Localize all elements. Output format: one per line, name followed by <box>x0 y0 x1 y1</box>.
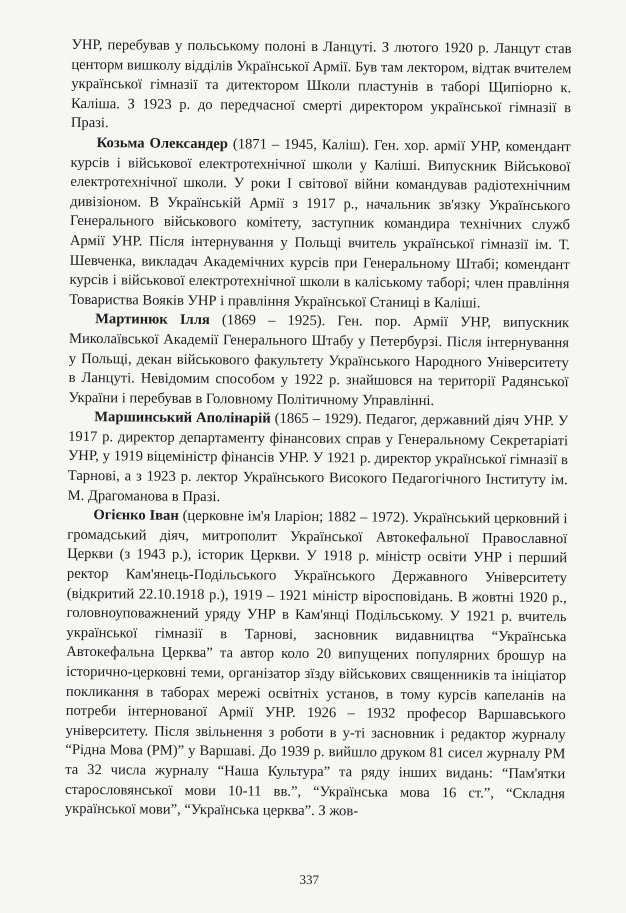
entry-name: Козьма Олександер <box>96 135 228 153</box>
page-number: 337 <box>299 871 320 888</box>
body-text <box>65 36 572 824</box>
entry-name: Мартинюк Ілля <box>95 311 210 329</box>
paragraph-text: УНР, перебував у польському полоні в Ланцуті. З лютого 1920 р. Ланцут став центорм вишколу відділів Української Армії. Був там лектором, відтак вчителем української гімназії та дитектором Школи пластунів в таборі Щипіорно к. Каліша. З 1923 р. до передчасної смерті директором української гімназії в Празі. <box>70 36 572 132</box>
entry-name: Огієнко Іван <box>93 507 179 525</box>
entry-text: (1865 – 1929). Педагог, державний діяч УНР. У 1917 р. директор департаменту фінансових справ у Генеральному Секретаріаті УНР, у 1919 віцеміністр фінансів УНР. У 1921 р. директор української гімназії в Тарнові, а з 1923 р. лектор Українського Високого Педагогічного Інституту ім. М. Драгоманова в Празі. <box>67 410 569 505</box>
entry-kozma <box>69 134 571 315</box>
entry-name: Маршинський Аполінарій <box>94 409 271 427</box>
entry-text: (1869 – 1925). Ген. пор. Армії УНР, випускник Миколаївської Академії Генерального Штабу у Петербурзі. Після інтернування у Польщі, декан військового факультету Українського Народного Університету в Ланцуті. Невідомим способом у 1922 р. знайшовся на території Радянської України і перебував в Головному Політичному Управлінні. <box>68 312 570 409</box>
entry-text: (1871 – 1945, Каліш). Ген. хор. армії УНР, комендант курсів і військової електротехнічної школи у Каліші. Випускник Військової електротехнічної школи. У роки І світової війни командував радіотехнічним дивізіоном. В Українській Армії з 1917 р., начальник зв'язку Українського Генерального військового комітету, заступник командира технічних служб Армії УНР. Після інтернування у Польщі вчитель української гімназії ім. Т. Шевченка, викладач Академічних курсів при Генеральному Штабі; комендант курсів і військової електротехнічної школи в каліському таборі; член правління Товариства Вояків УНР і правління Української Станиці в Каліші. <box>69 136 571 312</box>
entry-marshynskyi <box>68 408 569 510</box>
entry-ohienko <box>65 506 568 824</box>
entry-text: (церковне ім'я Іларіон; 1882 – 1972). Український церковний і громадський діяч, митрополит Української Автокефальної Православної Церкви (з 1943 р.), історик Церкви. У 1918 р. міністр освіти УНР і перший ректор Кам'янець-Подільського Українського Державного Університету (відкритий 22.10.1918 р.), 1919 – 1921 міністр віросповідань. В жовтні 1920 р., головноуповажнений уряду УНР в Кам'янці Подільському. У 1921 р. вчитель української гімназії в Тарнові, засновник видавництва “Українська Автокефальна Церква” та автор коло 20 випущених популярних брошур на історично-церковні теми, організатор зїзду військових священників та ініціатор покликання в таборах мережі освітніх установ, в тому курсів капеланів на потреби інтернованої Армії УНР. 1926 – 1932 професор Варшавського університету. Після звільнення з роботи в у-ті засновник і редактор журналу “Рідна Мова (РМ)” у Варшаві. До 1939 р. вийшло друком 81 сисел журналу РМ та 32 числа журналу “Наша Культура” та ряду інших видань: “Пам'ятки старословянської мови 10-11 вв.”, “Українська мова 16 ст.”, “Складня української мови”, “Українська церква”. З жов- <box>64 508 568 820</box>
entry-martyniuk <box>68 310 569 412</box>
paragraph-continuation <box>71 36 572 138</box>
